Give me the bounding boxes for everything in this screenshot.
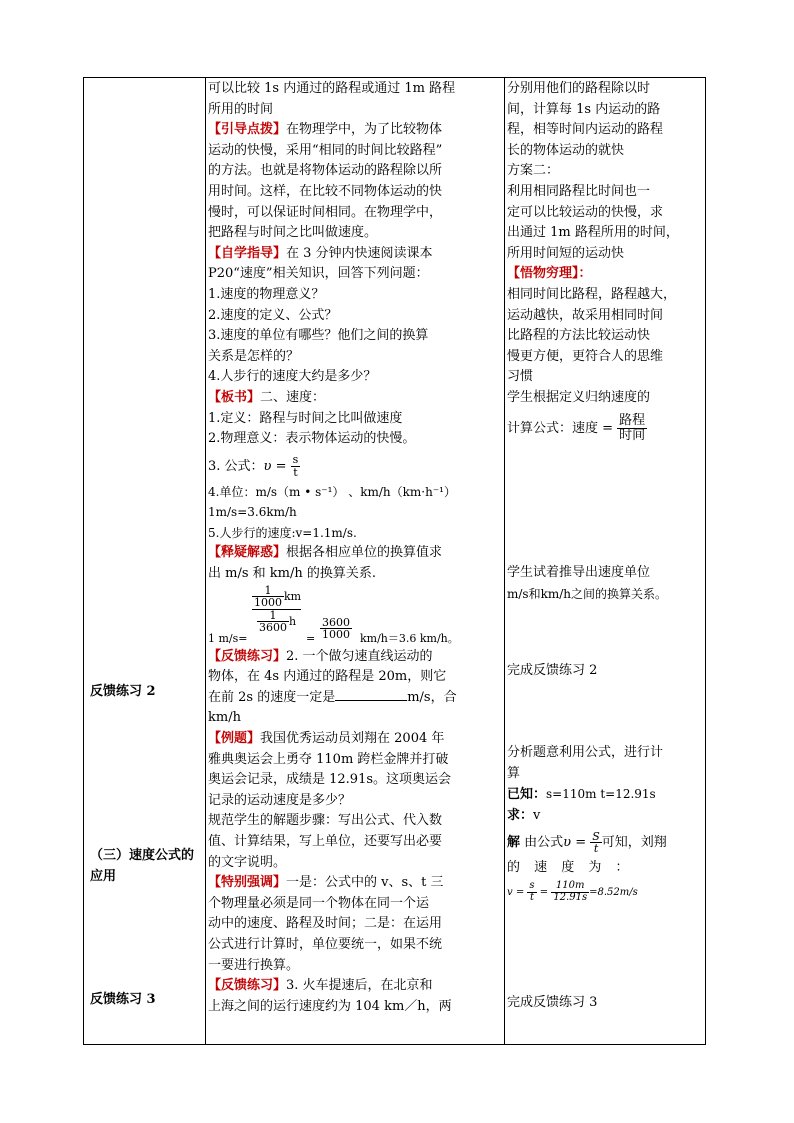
doubt-tag: 【释疑解惑】 xyxy=(208,545,287,561)
board-item-2: 2.物理意义：表示物体运动的快慢。 xyxy=(208,431,416,447)
text-line: 长的物体运动的就快 xyxy=(507,142,625,158)
label-feedback-3: 反馈练习 3 xyxy=(90,992,156,1007)
text-line: 上海之间的运行速度约为 104 km／h，两 xyxy=(208,998,452,1014)
text-line: 2. 一个做匀速直线运动的 xyxy=(286,648,433,664)
text-line: 相同时间比路程，路程越大， xyxy=(507,286,677,302)
unit-conversion-formula: 1 m/s= $\frac{1}{1000}$ km $\frac{1}{3600}$ h = $\frac{3600}{1000}$ km/h＝3.6 km/h。 xyxy=(208,583,459,645)
board-item-5: 5.人步行的速度:v=1.1m/s. xyxy=(208,525,357,540)
text-line: 可以比较 1s 内通过的路程或通过 1m 路程 xyxy=(208,81,456,96)
text-line: 公式进行计算时，单位要统一，如果不统 xyxy=(208,936,443,952)
text-line: 把路程与时间之比叫做速度。 xyxy=(208,225,378,241)
emphasis-tag: 【特别强调】 xyxy=(208,875,287,891)
text-line: 个物理量必须是同一个物体在同一个运 xyxy=(208,895,430,911)
question-4: 4.人步行的速度大约是多少？ xyxy=(208,369,377,385)
complete-feedback-3: 完成反馈练习 3 xyxy=(507,995,598,1010)
teaching-content xyxy=(208,79,498,1017)
solution-line: 解 由公式υ = $\frac{S}{t}$ 可知，刘翔 xyxy=(507,829,667,856)
fraction-s-over-t-result: $\frac{s}{t}$ xyxy=(529,880,535,903)
column-divider-1 xyxy=(205,78,206,1044)
fraction-s-over-t: $\frac{s}{t}$ xyxy=(292,453,299,479)
text-line: 方案二： xyxy=(507,163,560,179)
text-line: 慢时，可以保证时间相同。在物理学中， xyxy=(208,204,443,220)
text-line: 程，相等时间内运动的路程 xyxy=(507,122,664,138)
text-line: 记录的运动速度是多少？ xyxy=(208,792,352,808)
text-line: 的 速 度 为 ： xyxy=(507,860,629,876)
board-item-1: 1.定义：路程与时间之比叫做速度 xyxy=(208,410,403,426)
fraction-distance-over-time: $\frac{\text{路程}}{\text{时间}}$ xyxy=(619,412,646,443)
text-line: 算 xyxy=(507,765,521,781)
text-line: 3. 火车提速后，在北京和 xyxy=(286,978,433,994)
text-line: 比路程的方法比较运动快 xyxy=(507,328,651,344)
text-line: 分别用他们的路程除以时 xyxy=(507,81,651,96)
student-activity xyxy=(507,79,703,1010)
text-line: P20“速度”相关知识，回答下列问题： xyxy=(208,266,429,282)
complete-feedback-2: 完成反馈练习 2 xyxy=(507,663,598,678)
question-1: 1.速度的物理意义？ xyxy=(208,286,325,302)
result-formula: v = $\frac{s}{t}$ = $\frac{110m}{12.91s}$ =8.52m/s xyxy=(507,880,638,903)
text-line: 值、计算结果，写上单位，还要写出必要 xyxy=(208,834,443,849)
column-divider-2 xyxy=(504,78,505,1044)
question-2: 2.速度的定义、公式？ xyxy=(208,307,338,323)
compound-fraction: $\frac{1}{1000}$ km $\frac{1}{3600}$ h xyxy=(254,583,302,635)
fraction-110m-over-12-91s: $\frac{110m}{12.91s}$ xyxy=(553,880,588,903)
text-line: 用时间。这样，在比较不同物体运动的快 xyxy=(208,183,443,199)
question-3: 3.速度的单位有哪些？他们之间的换算 xyxy=(208,328,429,344)
text-line: 学生根据定义归纳速度的 xyxy=(507,389,651,405)
answer-blank[interactable] xyxy=(335,688,407,701)
text-line: 的方法。也就是将物体运动的路程除以所 xyxy=(208,163,443,179)
insight-tag: 【悟物穷理】： xyxy=(507,266,592,282)
text-line: 出通过 1m 路程所用的时间， xyxy=(507,225,679,241)
text-line: 在物理学中，为了比较物体 xyxy=(286,122,443,138)
board-item-4: 4.单位：m/s（m • s⁻¹） 、km/h（km·h⁻¹） xyxy=(208,484,456,499)
label-speed-formula-application: （三）速度公式的应用 xyxy=(90,848,195,884)
board-item-4-conversion: 1m/s=3.6km/h xyxy=(208,505,297,520)
text-line: 慢更方便，更符合人的思维 xyxy=(507,348,664,364)
text-line: 我国优秀运动员刘翔在 2004 年 xyxy=(260,731,445,747)
self-study-tag: 【自学指导】 xyxy=(208,245,287,261)
text-line: 奥运会记录，成绩是 12.91s。这项奥运会 xyxy=(208,772,452,788)
question-3-cont: 关系是怎样的？ xyxy=(208,348,300,364)
text-line: 定可以比较运动的快慢，求 xyxy=(507,204,664,220)
text-line: 规范学生的解题步骤：写出公式、代入数 xyxy=(208,813,443,829)
feedback-tag: 【反馈练习】 xyxy=(208,978,287,994)
text-line: 物体，在 4s 内通过的路程是 20m，则它 xyxy=(208,669,447,685)
guide-tag: 【引导点拨】 xyxy=(208,122,287,138)
text-line: 动中的速度、路程及时间；二是：在运用 xyxy=(208,916,443,932)
board-tag: 【板书】 xyxy=(208,389,261,405)
text-line: km/h xyxy=(208,710,241,726)
text-line: 学生试着推导出速度单位 xyxy=(507,565,651,580)
known-line: 已知：s=110m t=12.91s xyxy=(507,787,656,803)
feedback-tag: 【反馈练习】 xyxy=(208,648,287,664)
text-line: 利用相同路程比时间也一 xyxy=(507,183,651,199)
fraction-S-over-t: $\frac{S}{t}$ xyxy=(592,829,600,856)
find-line: 求：v xyxy=(507,807,541,823)
label-feedback-2: 反馈练习 2 xyxy=(90,684,156,699)
text-line: 的文字说明。 xyxy=(208,854,287,870)
text-line: 一要进行换算。 xyxy=(208,957,300,973)
speed-formula-words: 计算公式：速度 = $\frac{\text{路程}}{\text{时间}}$ xyxy=(507,412,646,443)
fraction-3600-over-1000: $\frac{3600}{1000}$ xyxy=(322,615,350,642)
example-tag: 【例题】 xyxy=(208,731,261,747)
board-item-3-formula: 3. 公式：υ = $\frac{s}{t}$ xyxy=(208,453,299,479)
text-line: 间，计算每 1s 内运动的路 xyxy=(507,101,661,117)
text-line: m/s和km/h之间的换算关系。 xyxy=(507,586,668,601)
text-line: 二、速度： xyxy=(260,389,326,405)
text-line: 运动的快慢，采用“相同的时间比较路程” xyxy=(208,142,443,158)
text-line: 雅典奥运会上勇夺 110m 跨栏金牌并打破 xyxy=(208,751,449,767)
text-line: 习惯 xyxy=(507,369,534,385)
text-line: 分析题意利用公式，进行计 xyxy=(507,745,664,760)
lesson-table xyxy=(83,77,706,1045)
text-line: 所用的时间 xyxy=(208,101,274,117)
text-line: 根据各相应单位的换算值求 xyxy=(286,545,443,561)
text-line: 在 3 分钟内快速阅读课本 xyxy=(286,245,433,261)
text-line-with-blank: 在前 2s 的速度一定是 m/s，合 xyxy=(208,689,457,705)
text-line: 运动越快，故采用相同时间 xyxy=(507,307,664,323)
text-line: 出 m/s 和 km/h 的换算关系. xyxy=(208,566,376,582)
text-line: 一是：公式中的 v、s、t 三 xyxy=(286,875,444,891)
text-line: 所用时间短的运动快 xyxy=(507,245,625,261)
